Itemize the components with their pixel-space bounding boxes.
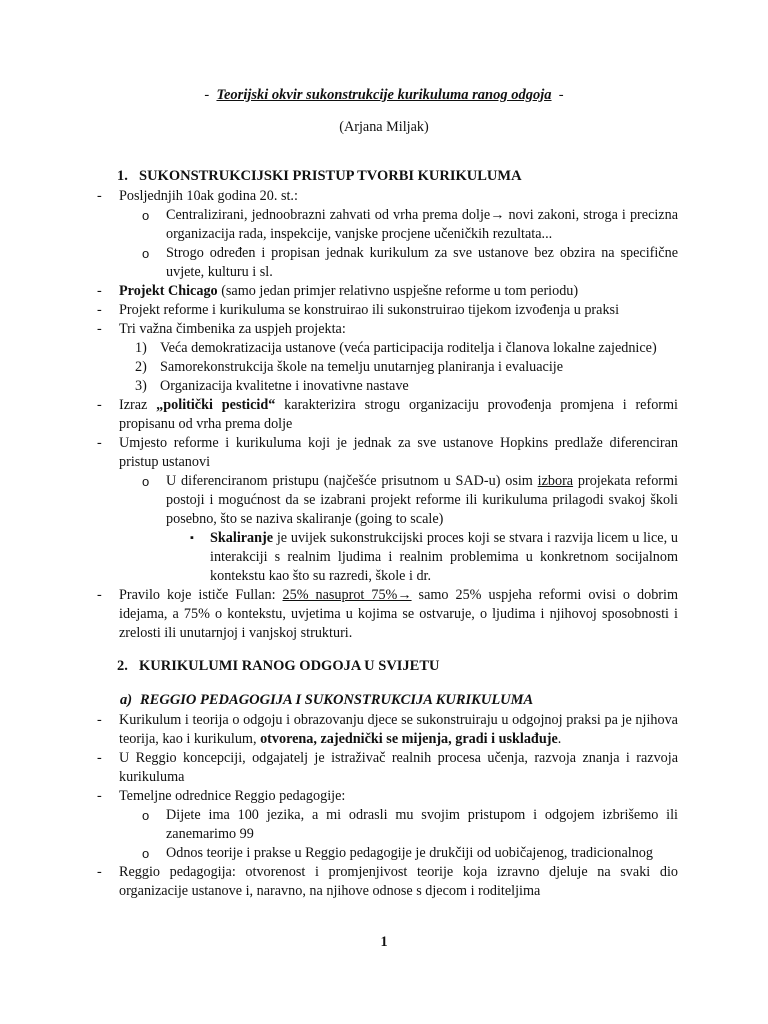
dash-bullet: - [97,712,102,728]
list-item-text: Tri važna čimbenika za uspjeh projekta: [119,321,346,337]
list-item-text: U Reggio koncepciji, odgajatelj je istraživač realnih procesa učenja, razvoja znanja i razvoja kurikuluma [119,750,678,785]
sub-list-item-text: Centralizirani, jednoobrazni zahvati od vrha prema dolje→ novi zakoni, stroga i precizna organizacija rada, inspekcije, vanjske procjene učeničkih rezultata... [166,207,678,242]
sub-list-item [142,244,678,282]
underlined-term: 25% nasuprot 75%→ [282,587,412,603]
sub-list-item [142,806,678,844]
circle-bullet: o [142,846,150,861]
sub-list-item [142,844,678,863]
sub-list-item-text: Odnos teorije i prakse u Reggio pedagogije je drukčiji od uobičajenog, tradicionalnog [166,845,653,861]
numbered-item [135,358,678,377]
list-item [97,282,678,301]
bold-term: otvorena, zajednički se mijenja, gradi i usklađuje [260,731,558,747]
square-bullet: ▪ [190,532,194,544]
section-2-heading [117,657,768,677]
list-item [97,320,678,339]
list-item [97,187,678,206]
title-dash-right: - [558,87,564,103]
sub-list-item-text: projekata reformi postoji i mogućnost da se izabrani projekt reforme ili kurikuluma prilagodi svakoj školi posebno, što se naziva skaliranje (going to scale) [166,473,678,527]
list-item [97,787,678,806]
document-title: Teorijski okvir sukonstrukcije kurikuluma ranog odgoja [216,87,552,103]
circle-bullet: o [142,246,150,261]
dash-bullet: - [97,188,102,204]
subsection-a-number: a) [120,692,133,708]
sub-list-item [142,472,678,529]
section-2-title: KURIKULUMI RANOG ODGOJA U SVIJETU [139,658,440,674]
section-1-title: SUKONSTRUKCIJSKI PRISTUP TVORBI KURIKULUMA [139,168,522,184]
list-item-text: samo 25% uspjeha reformi ovisi o dobrim idejama, a 75% o kontekstu, uvjetima u kojima se ostvaruje, o ljudima i njihovoj sposobnosti i zrelosti ili unutarnjoj i vanjskoj strukturi. [119,587,678,641]
bold-term: Projekt Chicago [119,283,218,299]
sub-list-item-text-pre: U diferenciranom pristupu (najčešće prisutnom u SAD-u) osim [166,473,538,489]
circle-bullet: o [142,208,150,223]
list-item-text-pre: Pravilo koje ističe Fullan: [119,587,283,603]
numbered-item-text: Organizacija kvalitetne i inovativne nastave [160,378,409,394]
dash-bullet: - [97,864,102,880]
list-item [97,396,679,434]
dash-bullet: - [97,788,102,804]
sub-sub-list-item-text: je uvijek sukonstrukcijski proces koji se stvara i razvija licem u lice, u interakciji s realnim ljudima i realnim problemima u konkretnom socijalnom kontekstu kao što su razredi, škole i dr. [210,530,678,584]
sub-list-item [142,206,678,244]
list-item-text-post: . [557,731,562,747]
list-item-text: Umjesto reforme i kurikuluma koji je jednak za sve ustanove Hopkins predlaže diferenciran pristup ustanovi [119,435,678,470]
title-dash-left: - [204,87,210,103]
section-1-heading [117,167,768,187]
section-1-number: 1. [117,168,128,184]
list-item [97,434,678,472]
circle-bullet: o [142,474,150,489]
numbered-item-text: Veća demokratizacija ustanove (veća participacija roditelja i članova lokalne zajednice) [160,340,657,356]
dash-bullet: - [97,587,102,603]
sub-list-item-text: Strogo određen i propisan jednak kurikulum za sve ustanove bez obzira na specifične uvjete, kulturu i sl. [166,245,678,280]
list-item-text-pre: Izraz [119,397,157,413]
sub-list-item-text: Dijete ima 100 jezika, a mi odrasli mu svojim pristupom i odgojem izbrišemo ili zanemarimo 99 [166,807,678,842]
underlined-term: izbora [537,473,574,489]
document-body [0,167,768,901]
dash-bullet: - [97,750,102,766]
list-item [97,749,678,787]
section-2-number: 2. [117,658,128,674]
numbered-item-text: Samorekonstrukcija škole na temelju unutarnjeg planiranja i evaluacije [160,359,564,375]
list-item-text: karakterizira strogu organizaciju provođenja promjena i reformi propisanu od vrha prema dolje [119,397,679,432]
subsection-a-title: REGGIO PEDAGOGIJA I SUKONSTRUKCIJA KURIKULUMA [140,692,534,708]
document-title-line [0,86,768,105]
sub-sub-list-item [190,529,678,586]
dash-bullet: - [97,302,102,318]
dash-bullet: - [97,435,102,451]
list-item-text: Temeljne odrednice Reggio pedagogije: [119,788,346,804]
list-item-text: Projekt reforme i kurikuluma se konstruirao ili sukonstruirao tijekom izvođenja u praksi [119,302,620,318]
list-item [97,586,678,643]
list-item [97,711,678,749]
circle-bullet: o [142,808,150,823]
page-number: 1 [380,934,388,950]
list-item [97,863,678,901]
dash-bullet: - [97,321,102,337]
numbered-item [135,377,678,396]
bold-term: „politički pesticid“ [156,397,276,413]
document-author: (Arjana Miljak) [339,119,429,135]
number-marker: 1) [135,340,147,356]
numbered-item [135,339,678,358]
list-item-text: Reggio pedagogija: otvorenost i promjenjivost teorije koja izravno djeluje na svaki dio organizacije ustanove i, naravno, na njihove odnose s djecom i roditeljima [119,864,678,899]
dash-bullet: - [97,397,102,413]
list-item-text: Kurikulum i teorija o odgoju i obrazovanju djece se sukonstruiraju u odgojnoj praksi pa je njihova teorija, kao i kurikulum, [119,712,678,747]
number-marker: 3) [135,378,147,394]
list-item-text: (samo jedan primjer relativno uspješne reforme u tom periodu) [217,283,579,299]
number-marker: 2) [135,359,147,375]
subsection-a-heading [120,691,768,711]
list-item [97,301,678,320]
list-item-text: Posljednjih 10ak godina 20. st.: [119,188,298,204]
dash-bullet: - [97,283,102,299]
bold-term: Skaliranje [210,530,274,546]
